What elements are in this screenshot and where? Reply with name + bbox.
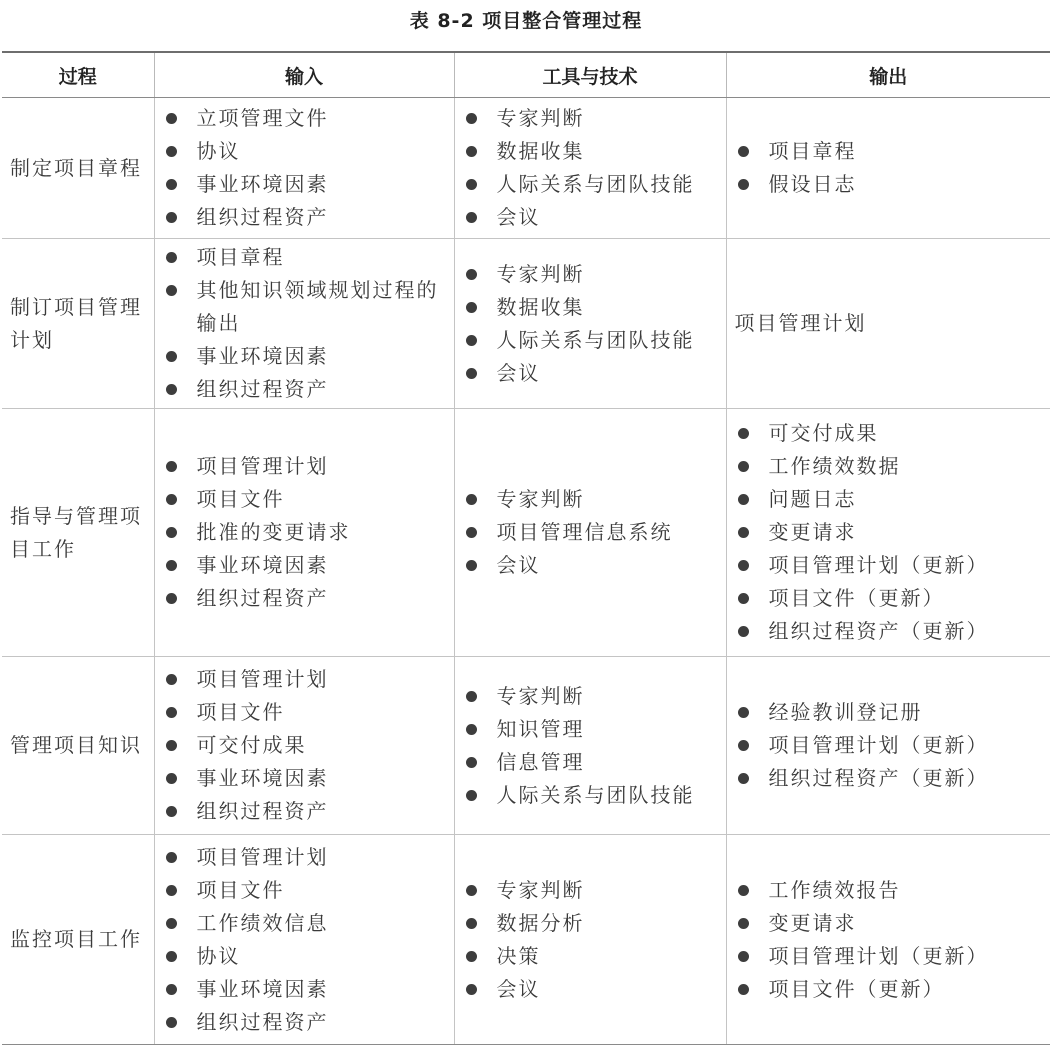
list-item [727, 973, 1051, 1006]
inputs-cell [154, 657, 454, 835]
outputs-list [727, 417, 1051, 648]
list-item-label: 事业环境因素 [196, 172, 329, 196]
list-item [155, 729, 454, 762]
inputs-list [155, 841, 454, 1039]
list-item-label: 项目文件（更新） [768, 586, 945, 610]
list-item [455, 483, 726, 516]
list-item [155, 874, 454, 907]
bullet-icon [166, 146, 177, 157]
bullet-icon [166, 773, 177, 784]
list-item [727, 696, 1051, 729]
list-item [155, 274, 454, 340]
list-item-label: 协议 [196, 139, 241, 163]
list-item [155, 549, 454, 582]
bullet-icon [466, 885, 477, 896]
bullet-icon [466, 757, 477, 768]
list-item-label: 人际关系与团队技能 [496, 172, 695, 196]
process-name-cell: 管理项目知识 [2, 657, 154, 835]
list-item [155, 841, 454, 874]
list-item-label: 专家判断 [496, 261, 585, 286]
list-item [727, 582, 1051, 615]
process-table [2, 51, 1050, 1045]
bullet-icon [166, 740, 177, 751]
tools-list [455, 874, 726, 1006]
tools-cell [454, 835, 726, 1045]
list-item [727, 907, 1051, 940]
inputs-cell [154, 239, 454, 409]
bullet-icon [466, 951, 477, 962]
list-item [455, 874, 726, 907]
outputs-cell [726, 835, 1050, 1045]
bullet-icon [166, 593, 177, 604]
outputs-list [727, 696, 1051, 795]
list-item [155, 102, 454, 135]
list-item-label: 假设日志 [768, 172, 857, 196]
bullet-icon [466, 984, 477, 995]
list-item [155, 168, 454, 201]
table-header-row [2, 52, 1050, 98]
bullet-icon [738, 179, 749, 190]
list-item-label: 工作绩效信息 [196, 910, 329, 935]
list-item [455, 357, 726, 390]
list-item-label: 决策 [496, 943, 541, 968]
list-item [155, 940, 454, 973]
list-item [155, 135, 454, 168]
list-item [727, 168, 1051, 201]
list-item-label: 项目文件（更新） [768, 976, 945, 1001]
list-item-label: 会议 [496, 205, 541, 229]
list-item [455, 135, 726, 168]
header-process: 过程 [2, 52, 154, 98]
list-item [155, 582, 454, 615]
bullet-icon [466, 146, 477, 157]
list-item-label: 项目章程 [196, 245, 285, 269]
table-row [2, 239, 1050, 409]
bullet-icon [738, 461, 749, 472]
table-row [2, 835, 1050, 1045]
table-row [2, 657, 1050, 835]
bullet-icon [738, 984, 749, 995]
list-item-label: 项目管理计划（更新） [768, 733, 989, 757]
header-inputs: 输入 [154, 52, 454, 98]
list-item-label: 组织过程资产（更新） [768, 766, 989, 790]
list-item-label: 事业环境因素 [196, 553, 329, 577]
outputs-list [727, 135, 1051, 201]
tools-cell [454, 98, 726, 239]
list-item-label: 专家判断 [496, 877, 585, 902]
bullet-icon [166, 806, 177, 817]
inputs-cell [154, 98, 454, 239]
list-item-label: 专家判断 [496, 106, 585, 130]
list-item [455, 168, 726, 201]
list-item-label: 批准的变更请求 [196, 520, 351, 544]
list-item-label: 可交付成果 [768, 421, 879, 445]
list-item-label: 项目管理计划 [196, 454, 329, 478]
list-item [455, 973, 726, 1006]
list-item-label: 专家判断 [496, 683, 585, 708]
process-name-cell: 制定项目章程 [2, 98, 154, 239]
bullet-icon [738, 428, 749, 439]
list-item [727, 615, 1051, 648]
list-item-label: 工作绩效报告 [768, 877, 901, 902]
list-item [455, 102, 726, 135]
list-item [455, 324, 726, 357]
list-item-label: 专家判断 [496, 487, 585, 511]
list-item-label: 人际关系与团队技能 [496, 782, 695, 807]
process-name-cell: 指导与管理项目工作 [2, 409, 154, 657]
bullet-icon [466, 494, 477, 505]
list-item-label: 会议 [496, 553, 541, 577]
list-item [155, 696, 454, 729]
bullet-icon [166, 384, 177, 395]
outputs-cell [726, 239, 1050, 409]
bullet-icon [466, 212, 477, 223]
header-outputs: 输出 [726, 52, 1050, 98]
list-item [455, 201, 726, 234]
bullet-icon [738, 707, 749, 718]
header-tools: 工具与技术 [454, 52, 726, 98]
list-item [155, 201, 454, 234]
outputs-cell [726, 657, 1050, 835]
list-item [155, 241, 454, 274]
list-item-label: 经验教训登记册 [768, 700, 923, 724]
list-item [455, 940, 726, 973]
tools-list [455, 258, 726, 390]
list-item-label: 项目管理信息系统 [496, 520, 673, 544]
bullet-icon [738, 146, 749, 157]
list-item [155, 907, 454, 940]
list-item-label: 数据分析 [496, 910, 585, 935]
bullet-icon [466, 113, 477, 124]
bullet-icon [466, 335, 477, 346]
inputs-list [155, 241, 454, 406]
table-body [2, 98, 1050, 1045]
list-item [727, 940, 1051, 973]
list-item-label: 知识管理 [496, 716, 585, 741]
list-item [727, 135, 1051, 168]
list-item [727, 762, 1051, 795]
bullet-icon [738, 494, 749, 505]
bullet-icon [466, 179, 477, 190]
list-item-label: 会议 [496, 360, 541, 385]
list-item [155, 663, 454, 696]
bullet-icon [166, 674, 177, 685]
list-item [455, 291, 726, 324]
bullet-icon [166, 494, 177, 505]
list-item [155, 762, 454, 795]
process-name-cell: 监控项目工作 [2, 835, 154, 1045]
bullet-icon [738, 740, 749, 751]
list-item [155, 450, 454, 483]
inputs-cell [154, 409, 454, 657]
list-item-label: 项目章程 [768, 139, 857, 163]
list-item-label: 人际关系与团队技能 [496, 327, 695, 352]
list-item-label: 工作绩效数据 [768, 454, 901, 478]
list-item-label: 项目管理计划 [196, 844, 329, 869]
bullet-icon [166, 560, 177, 571]
bullet-icon [166, 984, 177, 995]
list-item [455, 258, 726, 291]
list-item [155, 1006, 454, 1039]
bullet-icon [166, 351, 177, 362]
bullet-icon [466, 560, 477, 571]
list-item [727, 483, 1051, 516]
tools-list [455, 102, 726, 234]
bullet-icon [738, 951, 749, 962]
list-item [155, 483, 454, 516]
list-item-label: 会议 [496, 976, 541, 1001]
bullet-icon [166, 852, 177, 863]
list-item [727, 417, 1051, 450]
bullet-icon [166, 527, 177, 538]
list-item [455, 746, 726, 779]
tools-list [455, 680, 726, 812]
list-item-label: 项目文件 [196, 877, 285, 902]
bullet-icon [466, 527, 477, 538]
list-item-label: 组织过程资产 [196, 205, 329, 229]
bullet-icon [466, 790, 477, 801]
list-item [727, 549, 1051, 582]
table-row [2, 98, 1050, 239]
list-item-label: 可交付成果 [196, 733, 307, 757]
list-item [455, 549, 726, 582]
bullet-icon [738, 773, 749, 784]
outputs-cell [726, 98, 1050, 239]
list-item [155, 795, 454, 828]
tools-cell [454, 657, 726, 835]
list-item [727, 516, 1051, 549]
bullet-icon [738, 918, 749, 929]
bullet-icon [738, 885, 749, 896]
bullet-icon [166, 918, 177, 929]
list-item [455, 516, 726, 549]
bullet-icon [466, 269, 477, 280]
list-item-label: 变更请求 [768, 520, 857, 544]
list-item-label: 组织过程资产 [196, 1009, 329, 1034]
bullet-icon [466, 302, 477, 313]
list-item-label: 其他知识领域规划过程的输出 [196, 278, 439, 335]
bullet-icon [166, 461, 177, 472]
list-item-label: 信息管理 [496, 749, 585, 774]
list-item-label: 事业环境因素 [196, 976, 329, 1001]
bullet-icon [466, 724, 477, 735]
bullet-icon [166, 1017, 177, 1028]
list-item-label: 变更请求 [768, 910, 857, 935]
list-item-label: 事业环境因素 [196, 766, 329, 790]
inputs-list [155, 102, 454, 234]
tools-list [455, 483, 726, 582]
list-item [727, 729, 1051, 762]
bullet-icon [738, 527, 749, 538]
list-item-label: 项目文件 [196, 700, 285, 724]
bullet-icon [166, 252, 177, 263]
list-item-label: 项目管理计划 [196, 667, 329, 691]
list-item [727, 874, 1051, 907]
list-item-label: 协议 [196, 943, 241, 968]
list-item-label: 数据收集 [496, 294, 585, 319]
bullet-icon [466, 918, 477, 929]
bullet-icon [466, 691, 477, 702]
list-item-label: 组织过程资产 [196, 799, 329, 823]
list-item [155, 973, 454, 1006]
list-item [155, 516, 454, 549]
bullet-icon [166, 113, 177, 124]
inputs-list [155, 663, 454, 828]
list-item-label: 立项管理文件 [196, 106, 329, 130]
inputs-cell [154, 835, 454, 1045]
list-item [155, 340, 454, 373]
bullet-icon [466, 368, 477, 379]
list-item-label: 事业环境因素 [196, 344, 329, 368]
tools-cell [454, 409, 726, 657]
list-item [455, 680, 726, 713]
bullet-icon [166, 179, 177, 190]
list-item-label: 项目管理计划（更新） [768, 943, 989, 968]
list-item [455, 907, 726, 940]
table-caption: 表 8-2 项目整合管理过程 [409, 10, 643, 32]
list-item-label: 问题日志 [768, 487, 857, 511]
tools-cell [454, 239, 726, 409]
bullet-icon [738, 626, 749, 637]
table-row [2, 409, 1050, 657]
list-item [727, 450, 1051, 483]
list-item-label: 组织过程资产 [196, 586, 329, 610]
bullet-icon [166, 285, 177, 296]
outputs-list [727, 874, 1051, 1006]
list-item [155, 373, 454, 406]
list-item-label: 项目管理计划（更新） [768, 553, 989, 577]
process-name-cell: 制订项目管理计划 [2, 239, 154, 409]
output-plain-text: 项目管理计划 [734, 311, 867, 335]
list-item [455, 713, 726, 746]
bullet-icon [166, 212, 177, 223]
list-item-label: 组织过程资产（更新） [768, 619, 989, 643]
list-item-label: 组织过程资产 [196, 377, 329, 401]
bullet-icon [166, 707, 177, 718]
inputs-list [155, 450, 454, 615]
bullet-icon [738, 593, 749, 604]
bullet-icon [738, 560, 749, 571]
list-item [455, 779, 726, 812]
list-item-label: 项目文件 [196, 487, 285, 511]
bullet-icon [166, 951, 177, 962]
outputs-cell [726, 409, 1050, 657]
list-item-label: 数据收集 [496, 139, 585, 163]
bullet-icon [166, 885, 177, 896]
